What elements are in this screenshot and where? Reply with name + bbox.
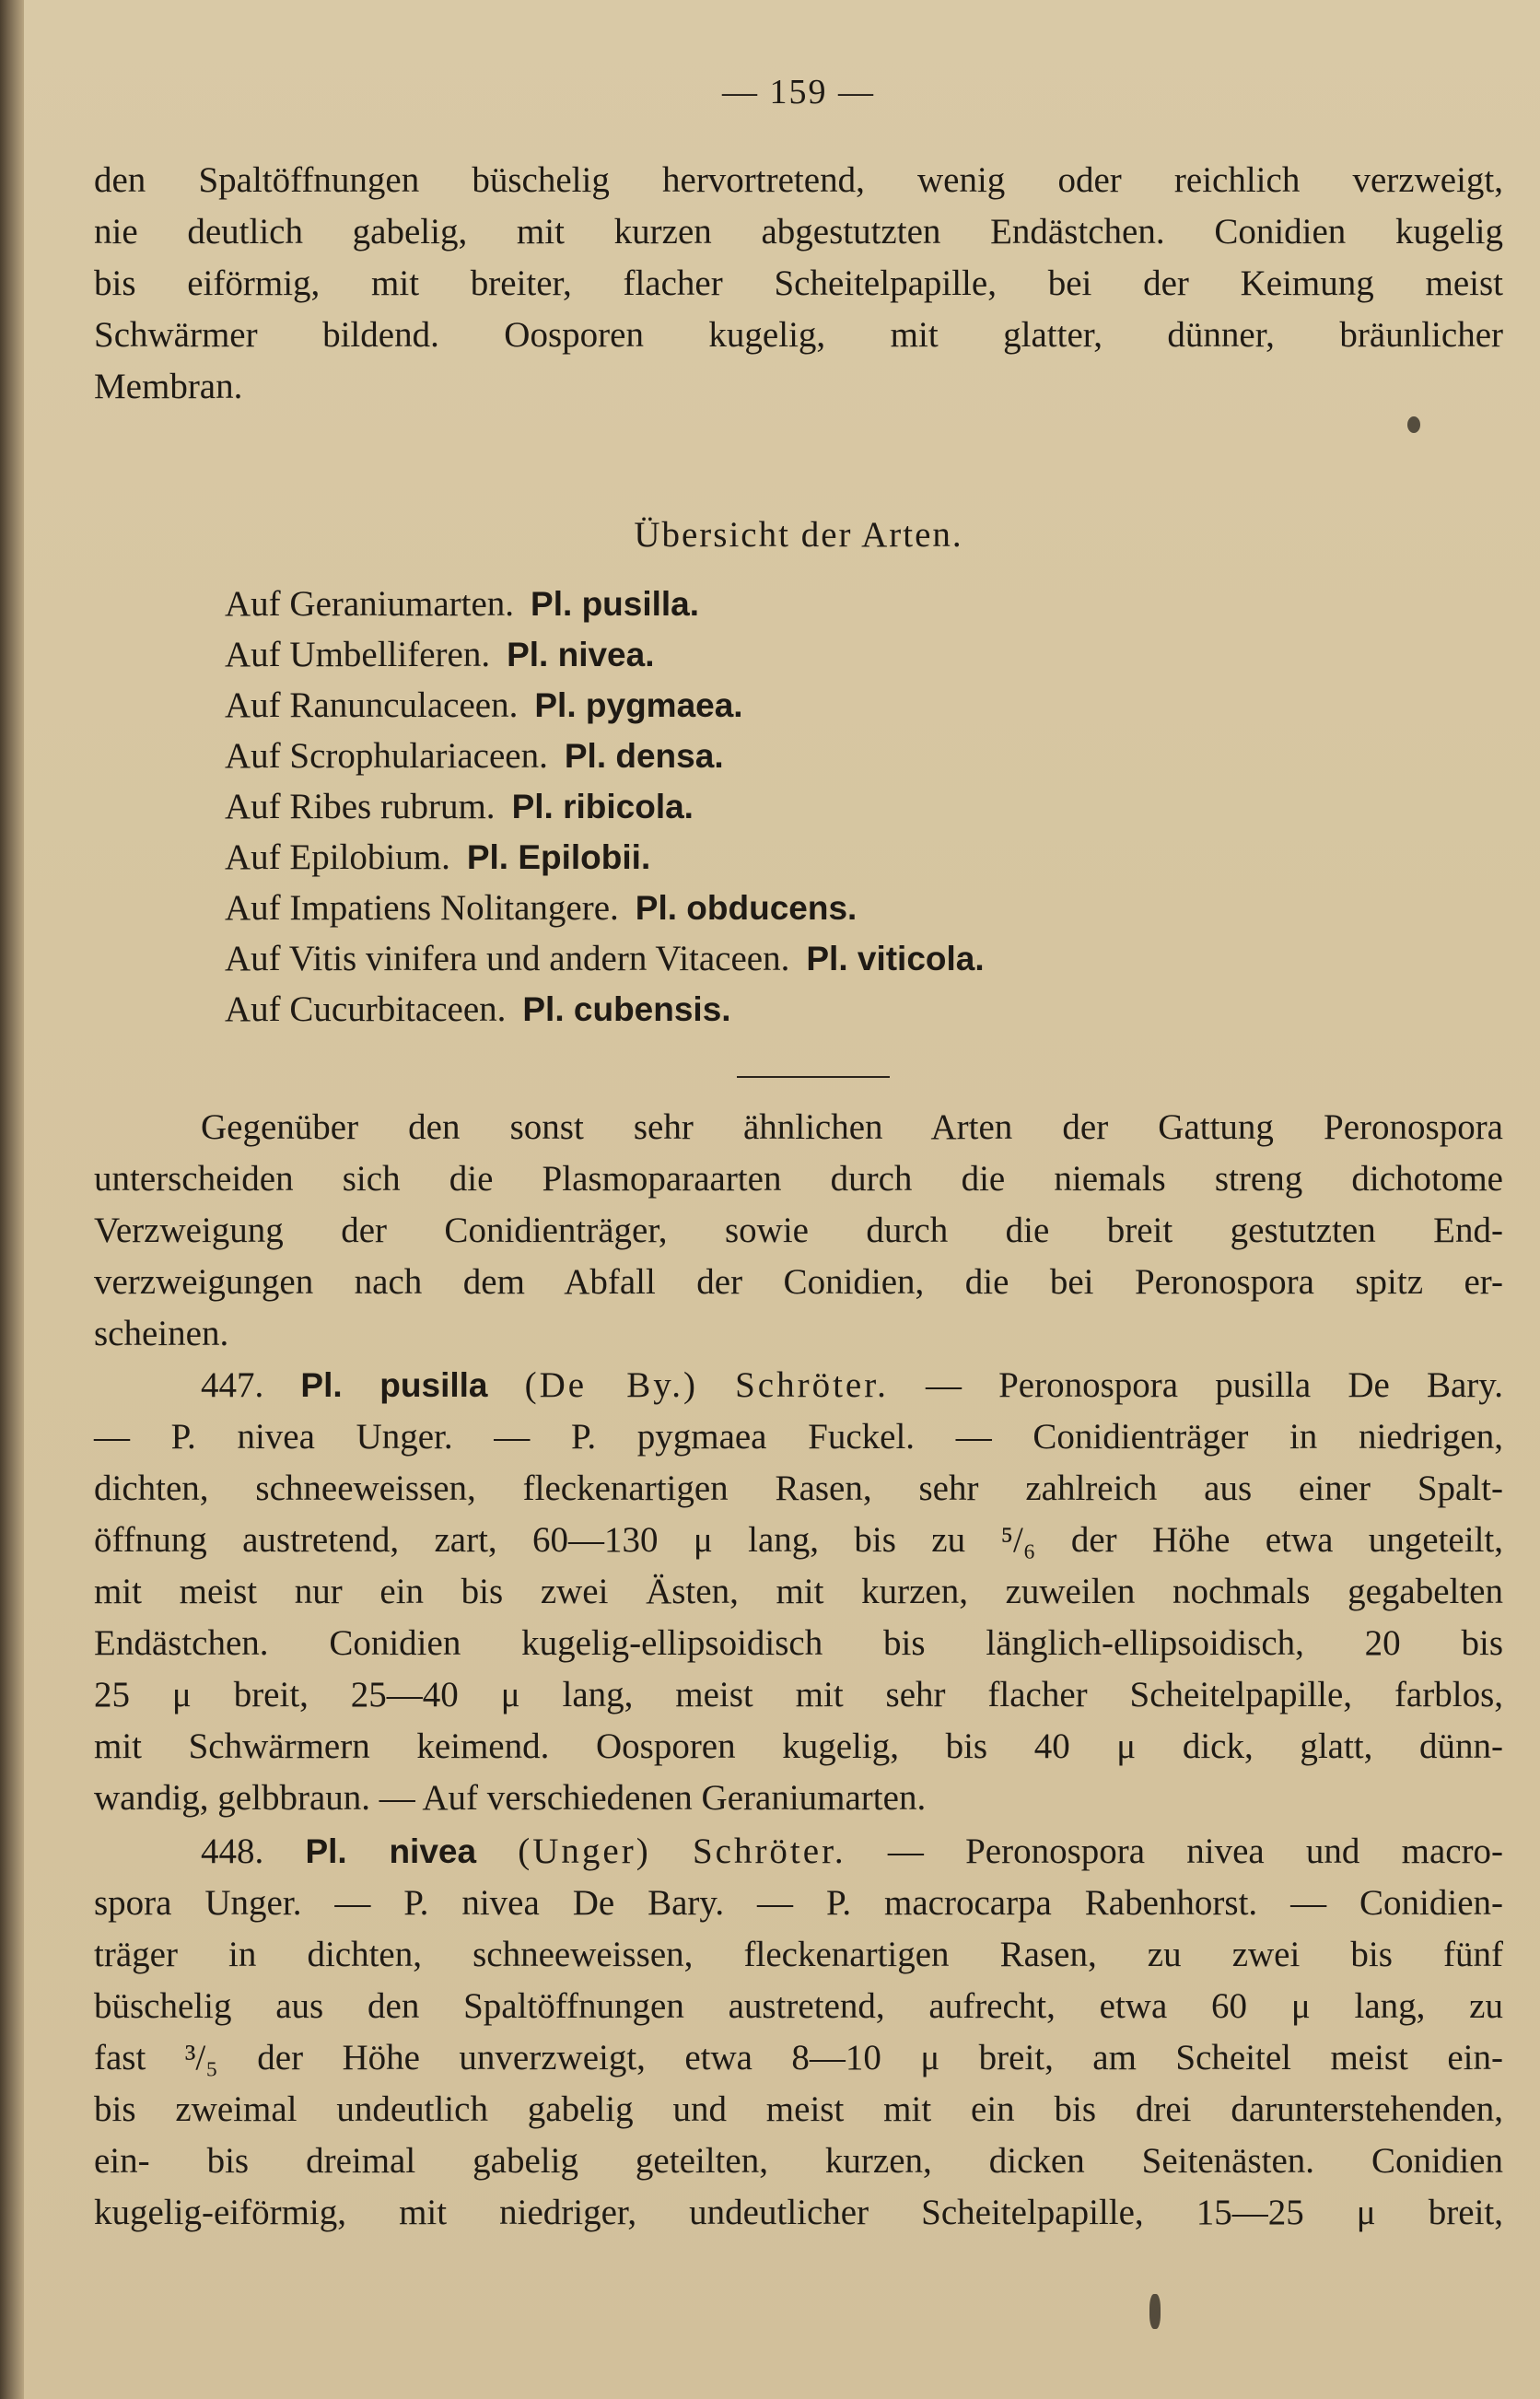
text-line: träger in dichten, schneeweissen, fleckenartigen Rasen, zu zwei bis fünf [94, 1935, 1503, 1974]
text-line: mit meist nur ein bis zwei Ästen, mit kurzen, zuweilen nochmals gegabelten [94, 1572, 1503, 1611]
entry-heading-line [94, 1360, 1503, 1411]
text-line: büschelig aus den Spaltöffnungen austretend, aufrecht, etwa 60 μ lang, zu [94, 1986, 1503, 2026]
species-name: Pl. viticola. [806, 940, 985, 977]
host-plant-label: Auf Epilobium. [225, 837, 450, 877]
species-overview-row [225, 731, 985, 781]
species-overview-row [225, 629, 985, 680]
species-overview-row [225, 832, 985, 883]
species-name: Pl. densa. [564, 737, 724, 775]
book-spine-shadow [0, 0, 24, 2399]
entry-number: 448. [201, 1831, 264, 1871]
author-name: Schröter. [692, 1831, 846, 1871]
synonym-text: — Peronospora nivea und macro- [887, 1831, 1504, 1871]
species-name: Pl. Epilobii. [466, 838, 651, 876]
text-line: Schwärmer bildend. Oosporen kugelig, mit glatter, dünner, bräunlicher [94, 315, 1503, 355]
entry-heading-line [94, 1826, 1503, 1878]
text-line: bis eiförmig, mit breiter, flacher Scheitelpapille, bei der Keimung meist [94, 263, 1503, 303]
text-line: Endästchen. Conidien kugelig-ellipsoidisch bis länglich-ellipsoidisch, 20 bis [94, 1623, 1503, 1663]
text-line: spora Unger. — P. nivea De Bary. — P. macrocarpa Rabenhorst. — Conidien- [94, 1883, 1503, 1923]
text-line: Gegenüber den sonst sehr ähnlichen Arten der Gattung Peronospora [201, 1107, 1503, 1147]
species-name: Pl. nivea [305, 1832, 477, 1870]
text-line: kugelig-eiförmig, mit niedriger, undeutlicher Scheitelpapille, 15—25 μ breit, [94, 2193, 1503, 2232]
host-plant-label: Auf Umbelliferen. [225, 635, 491, 674]
species-overview-row [225, 680, 985, 731]
section-divider [737, 1076, 890, 1078]
page-number: — 159 — [722, 73, 875, 111]
species-name: Pl. obducens. [635, 889, 858, 927]
species-overview-row [225, 984, 985, 1035]
text-line: verzweigungen nach dem Abfall der Conidien, die bei Peronospora spitz er- [94, 1262, 1503, 1302]
overview-heading: Übersicht der Arten. [634, 515, 963, 555]
ink-spot [1407, 416, 1420, 433]
comparison-paragraph [94, 1102, 1503, 1360]
species-entry-448 [94, 1826, 1503, 2239]
entry-number: 447. [201, 1365, 264, 1405]
species-overview-row [225, 883, 985, 933]
author-name: Schröter. [735, 1365, 889, 1405]
text-line: unterscheiden sich die Plasmoparaarten durch die niemals streng dichotome [94, 1159, 1503, 1199]
species-name: Pl. ribicola. [511, 788, 694, 825]
host-plant-label: Auf Geraniumarten. [225, 584, 515, 624]
text-line: dichten, schneeweissen, fleckenartigen Rasen, sehr zahlreich aus einer Spalt- [94, 1469, 1503, 1508]
species-name: Pl. pygmaea. [534, 686, 743, 724]
author-citation: (De By.) [524, 1365, 698, 1405]
host-plant-label: Auf Scrophulariaceen. [225, 736, 548, 776]
ink-spot [1149, 2294, 1161, 2329]
text-line: mit Schwärmern keimend. Oosporen kugelig, bis 40 μ dick, glatt, dünn- [94, 1726, 1503, 1766]
text-line: fast ³/₅ der Höhe unverzweigt, etwa 8—10 μ breit, am Scheitel meist ein- [94, 2038, 1503, 2077]
text-line: scheinen. [94, 1314, 229, 1353]
species-overview-row [225, 781, 985, 832]
synonym-text: — Peronospora pusilla De Bary. [925, 1365, 1503, 1405]
species-overview-row [225, 933, 985, 984]
text-line: Membran. [94, 367, 243, 406]
species-name: Pl. nivea. [507, 636, 655, 673]
species-name: Pl. pusilla. [531, 585, 700, 623]
text-line: den Spaltöffnungen büschelig hervortretend, wenig oder reichlich verzweigt, [94, 160, 1503, 200]
text-line: Verzweigung der Conidienträger, sowie durch die breit gestutzten End- [94, 1211, 1503, 1250]
intro-paragraph [94, 155, 1503, 413]
text-line: 25 μ breit, 25—40 μ lang, meist mit sehr flacher Scheitelpapille, farblos, [94, 1675, 1503, 1714]
text-line: öffnung austretend, zart, 60—130 μ lang, bis zu ⁵/₆ der Höhe etwa ungeteilt, [94, 1520, 1503, 1560]
text-line: — P. nivea Unger. — P. pygmaea Fuckel. — Conidienträger in niedrigen, [94, 1417, 1503, 1457]
text-line: nie deutlich gabelig, mit kurzen abgestutzten Endästchen. Conidien kugelig [94, 212, 1503, 252]
host-plant-label: Auf Impatiens Nolitangere. [225, 888, 619, 928]
species-name: Pl. pusilla [300, 1366, 488, 1404]
text-line: ein- bis dreimal gabelig geteilten, kurzen, dicken Seitenästen. Conidien [94, 2141, 1503, 2181]
species-name: Pl. cubensis. [522, 990, 731, 1028]
host-plant-label: Auf Ribes rubrum. [225, 787, 496, 826]
host-plant-label: Auf Vitis vinifera und andern Vitaceen. [225, 939, 790, 978]
text-line: wandig, gelbbraun. — Auf verschiedenen Geraniumarten. [94, 1778, 927, 1818]
host-plant-label: Auf Cucurbitaceen. [225, 989, 507, 1029]
book-page [24, 0, 1540, 2399]
host-plant-label: Auf Ranunculaceen. [225, 685, 519, 725]
species-overview-list [225, 579, 985, 1035]
author-citation: (Unger) [518, 1831, 651, 1871]
species-entry-447 [94, 1360, 1503, 1824]
species-overview-row [225, 579, 985, 629]
text-line: bis zweimal undeutlich gabelig und meist mit ein bis drei darunterstehenden, [94, 2089, 1503, 2129]
